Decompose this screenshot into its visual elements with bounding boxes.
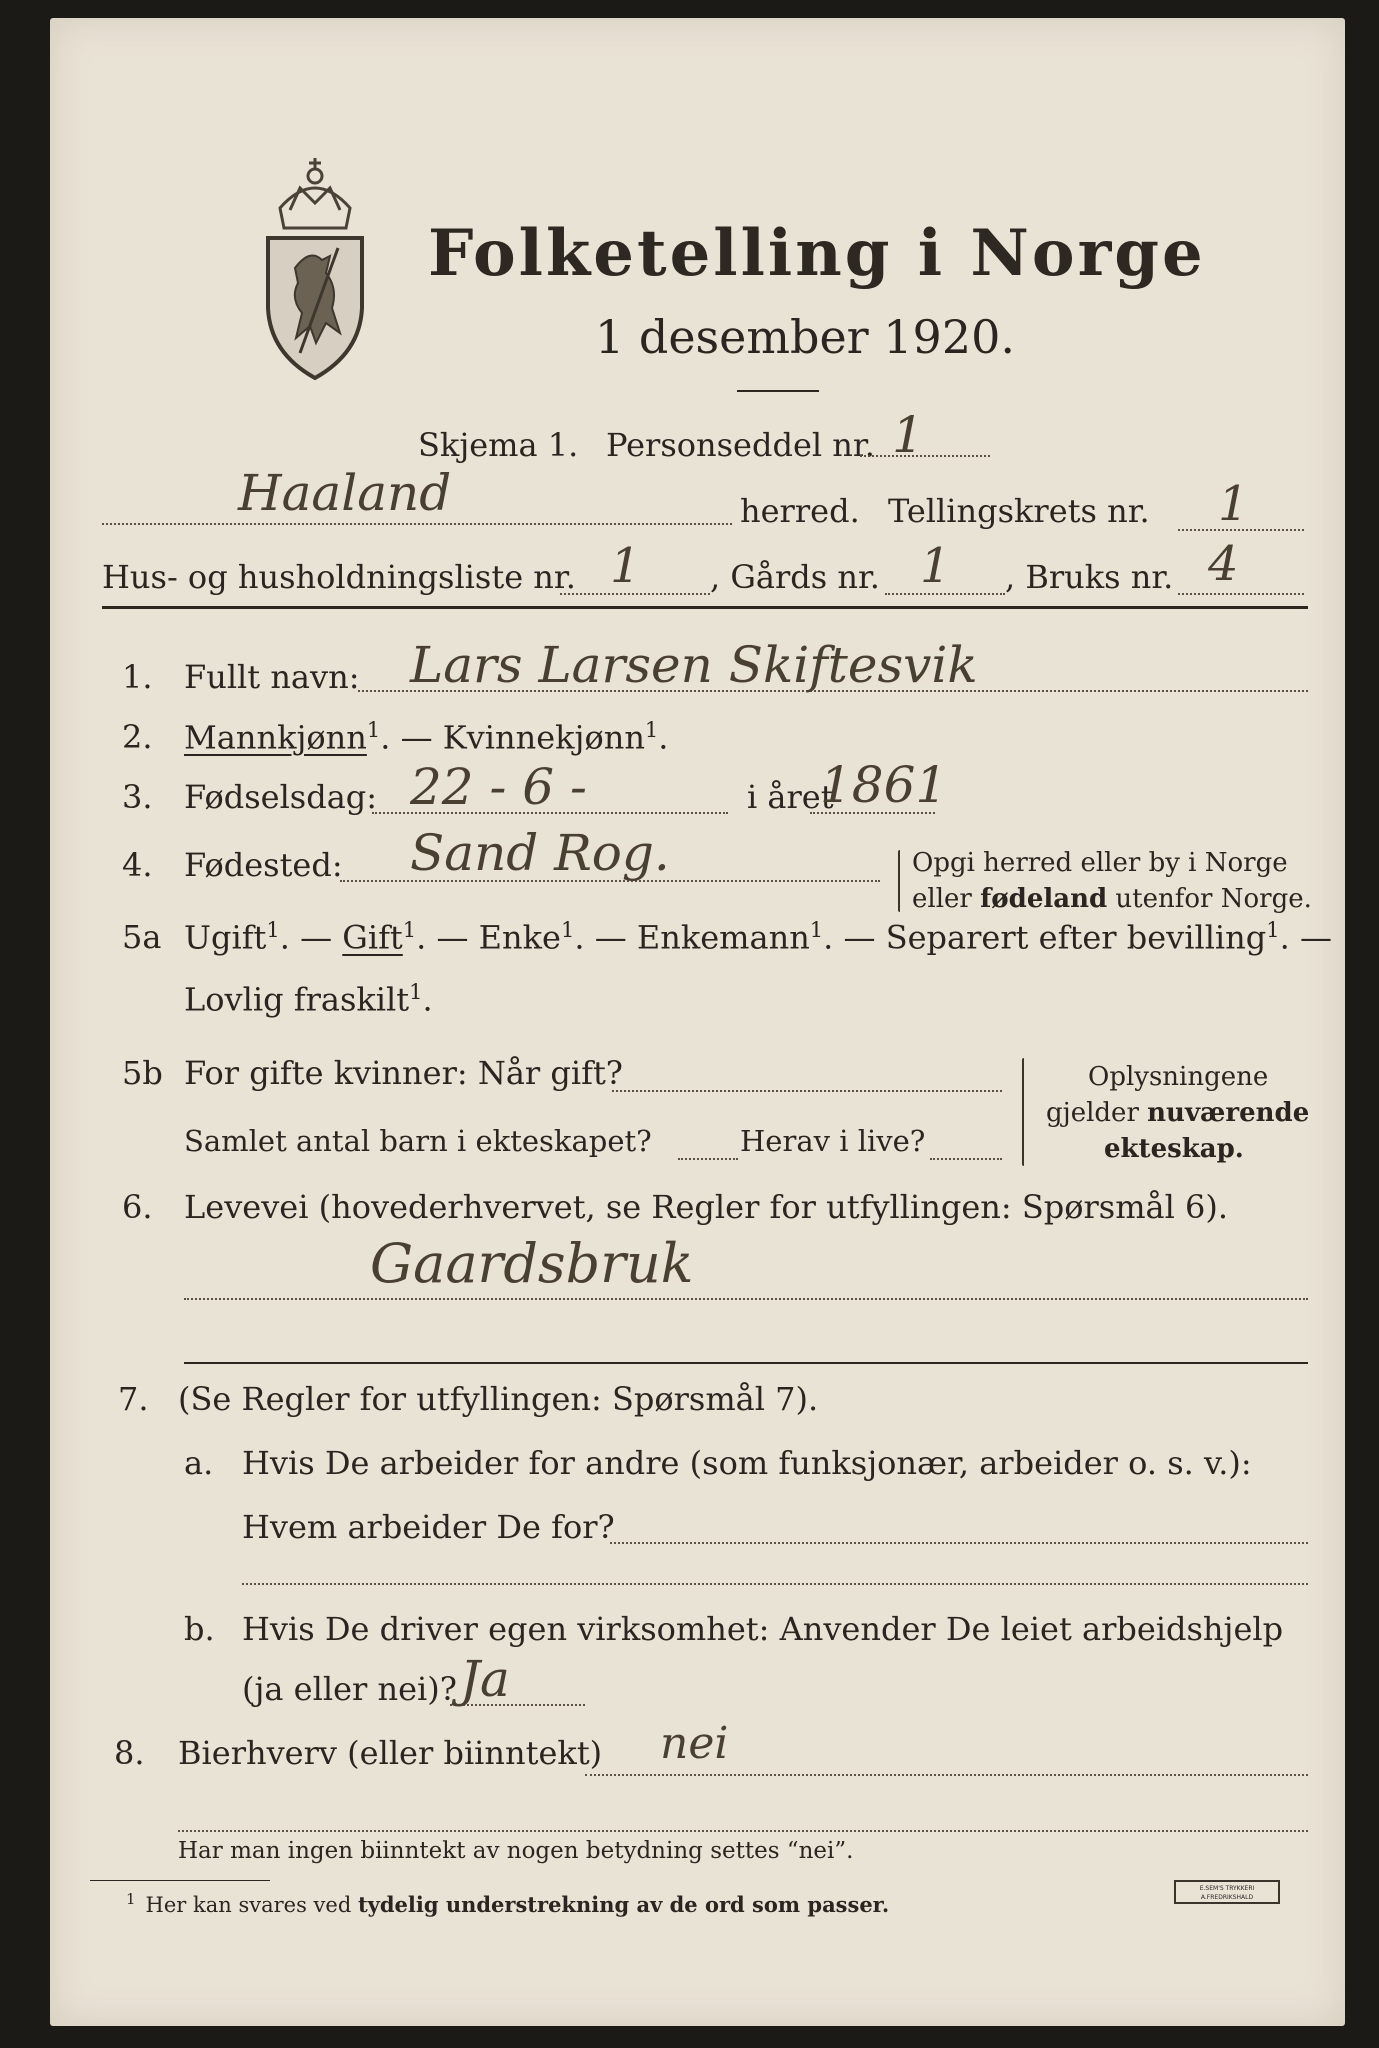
q5b-note-line2 (1046, 1098, 1309, 1128)
q2-end: . (658, 718, 669, 757)
q5b-label-married: For gifte kvinner: Når gift? (184, 1054, 623, 1092)
q3-number: 3. (122, 778, 153, 816)
q5b-note-nuvaerende: nuværende (1147, 1098, 1310, 1128)
q5a-enkemann: Enkemann (636, 918, 810, 957)
footnote (126, 1890, 889, 1917)
q5b-note-line3: ekteskap. (1104, 1134, 1244, 1164)
q5a-options (184, 918, 1332, 957)
title-divider (737, 390, 819, 392)
printer-stamp (1174, 1880, 1280, 1904)
q5a-sep-5: . — (1279, 918, 1332, 957)
schema-label: Skjema 1. (418, 426, 579, 464)
q1-label: Fullt navn: (184, 658, 360, 696)
q5b-label-alive: Herav i live? (740, 1124, 926, 1158)
gards-label: , Gårds nr. (710, 558, 880, 596)
q7a-label-2: Hvem arbeider De for? (242, 1508, 615, 1546)
q2-gender (184, 718, 668, 757)
q7a-letter: a. (184, 1444, 214, 1482)
q5a-sep-2: . — (416, 918, 479, 957)
q2-footnote-mark-1: 1 (366, 718, 381, 742)
q5b-label-children: Samlet antal barn i ekteskapet? (184, 1124, 652, 1158)
q3-birthday: 22 - 6 - (410, 758, 587, 816)
q5a-fraskilt: Lovlig fraskilt (184, 980, 410, 1019)
personseddel-line (860, 455, 990, 457)
q4-note-bracket (898, 850, 900, 912)
q4-note-part3: utenfor Norge. (1107, 884, 1312, 914)
census-date: 1 desember 1920. (595, 310, 1015, 364)
q5a-gift: Gift (342, 918, 403, 957)
hus-value: 1 (610, 538, 641, 594)
q4-note-part1: eller (912, 884, 981, 914)
footnote-text-2: tydelig understrekning av de ord som passer. (357, 1892, 890, 1917)
bruks-value: 4 (1208, 536, 1239, 592)
herred-label: herred. (740, 492, 860, 530)
q5b-note-line1: Oplysningene (1088, 1062, 1269, 1092)
q5a-end: . (422, 980, 433, 1019)
q8-line-2 (178, 1830, 1308, 1832)
tellingskrets-label: Tellingskrets nr. (888, 492, 1150, 530)
q8-note: Har man ingen biinntekt av nogen betydning settes “nei”. (178, 1838, 854, 1864)
q5a-mark-1: 1 (266, 918, 280, 942)
q5b-number: 5b (122, 1054, 163, 1092)
q6-label: Levevei (hovederhvervet, se Regler for utfyllingen: Spørsmål 6). (184, 1188, 1229, 1226)
q1-number: 1. (122, 658, 153, 696)
q1-full-name: Lars Larsen Skiftesvik (410, 636, 978, 694)
q3-year-label: i året (747, 778, 834, 816)
q6-occupation: Gaardsbruk (370, 1232, 694, 1295)
q4-birthplace: Sand Rog. (410, 824, 670, 882)
q5a-mark-3: 1 (560, 918, 575, 942)
q5b-note-part1: gjelder (1046, 1098, 1148, 1128)
q5a-sep-3: . — (574, 918, 637, 957)
q7b-label-1: Hvis De driver egen virksomhet: Anvender De leiet arbeidshjelp (242, 1610, 1284, 1648)
q8-line-1 (585, 1774, 1308, 1776)
q2-male-option: Mannkjønn (184, 718, 367, 757)
q4-note-line1: Opgi herred eller by i Norge (912, 848, 1288, 878)
q4-number: 4. (122, 846, 153, 884)
tellingskrets-value: 1 (1218, 476, 1249, 532)
herred-line (102, 523, 732, 525)
bruks-line (1178, 593, 1304, 595)
norway-coat-of-arms-emblem (260, 148, 370, 388)
q4-note-line2 (912, 884, 1312, 914)
q7b-letter: b. (184, 1610, 215, 1648)
header-divider (102, 606, 1308, 609)
personseddel-label: Personseddel nr. (606, 426, 875, 464)
q7a-line-1 (610, 1542, 1308, 1544)
census-form-page (50, 18, 1345, 2026)
q5a-separert: Separert efter bevilling (885, 918, 1267, 957)
q2-number: 2. (122, 718, 153, 756)
q7-label: (Se Regler for utfyllingen: Spørsmål 7). (178, 1380, 819, 1418)
q5a-fraskilt-line (184, 980, 433, 1019)
q6-line-1 (184, 1298, 1308, 1300)
q2-separator: . — (380, 718, 443, 757)
q8-number: 8. (114, 1734, 145, 1772)
q7-number: 7. (118, 1380, 149, 1418)
q3-label: Fødselsdag: (184, 778, 378, 816)
herred-value: Haaland (238, 464, 452, 522)
q5a-mark-6: 1 (409, 980, 423, 1004)
q8-label: Bierhverv (eller biinntekt) (178, 1734, 603, 1772)
form-title: Folketelling i Norge (428, 216, 1206, 291)
q7a-label-1: Hvis De arbeider for andre (som funksjonær, arbeider o. s. v.): (242, 1444, 1252, 1482)
q5a-number: 5a (122, 918, 162, 956)
q5a-mark-5: 1 (1266, 918, 1280, 942)
q5b-married-line (612, 1090, 1002, 1092)
q5a-sep-1: . — (279, 918, 343, 957)
q7b-label-2: (ja eller nei)? (242, 1670, 457, 1708)
q7b-answer: Ja (460, 1650, 510, 1708)
q5a-mark-4: 1 (809, 918, 824, 942)
q5b-alive-line (930, 1158, 1002, 1160)
q3-birth-year-value: 1861 (820, 756, 948, 814)
q8-answer: nei (660, 1718, 729, 1769)
q5a-mark-2: 1 (402, 918, 417, 942)
printer-line-2: A.FREDRIKSHALD (1200, 1894, 1254, 1901)
q2-female-option: Kvinnekjønn (442, 718, 645, 757)
bruks-label: , Bruks nr. (1005, 558, 1174, 596)
q4-label: Fødested: (184, 846, 343, 884)
q6-line-2 (184, 1362, 1308, 1364)
q5b-note-bracket (1022, 1058, 1024, 1166)
q5a-sep-4: . — (823, 918, 886, 957)
personseddel-value: 1 (892, 406, 924, 464)
footnote-text-1: Her kan svares ved (145, 1893, 358, 1917)
q2-footnote-mark-2: 1 (644, 718, 659, 742)
printer-line-1: E.SEM'S TRYKKERI (1199, 1885, 1255, 1892)
gards-value: 1 (920, 538, 951, 594)
q4-note-fodeland: fødeland (980, 884, 1108, 914)
footnote-mark: 1 (126, 1890, 136, 1908)
footnote-divider (90, 1880, 270, 1881)
q7a-line-2 (242, 1583, 1308, 1585)
q5b-children-line (678, 1158, 738, 1160)
hus-label: Hus- og husholdningsliste nr. (102, 558, 576, 596)
q5a-ugift: Ugift (184, 918, 267, 957)
q6-number: 6. (122, 1188, 153, 1226)
q5a-enke: Enke (478, 918, 561, 957)
